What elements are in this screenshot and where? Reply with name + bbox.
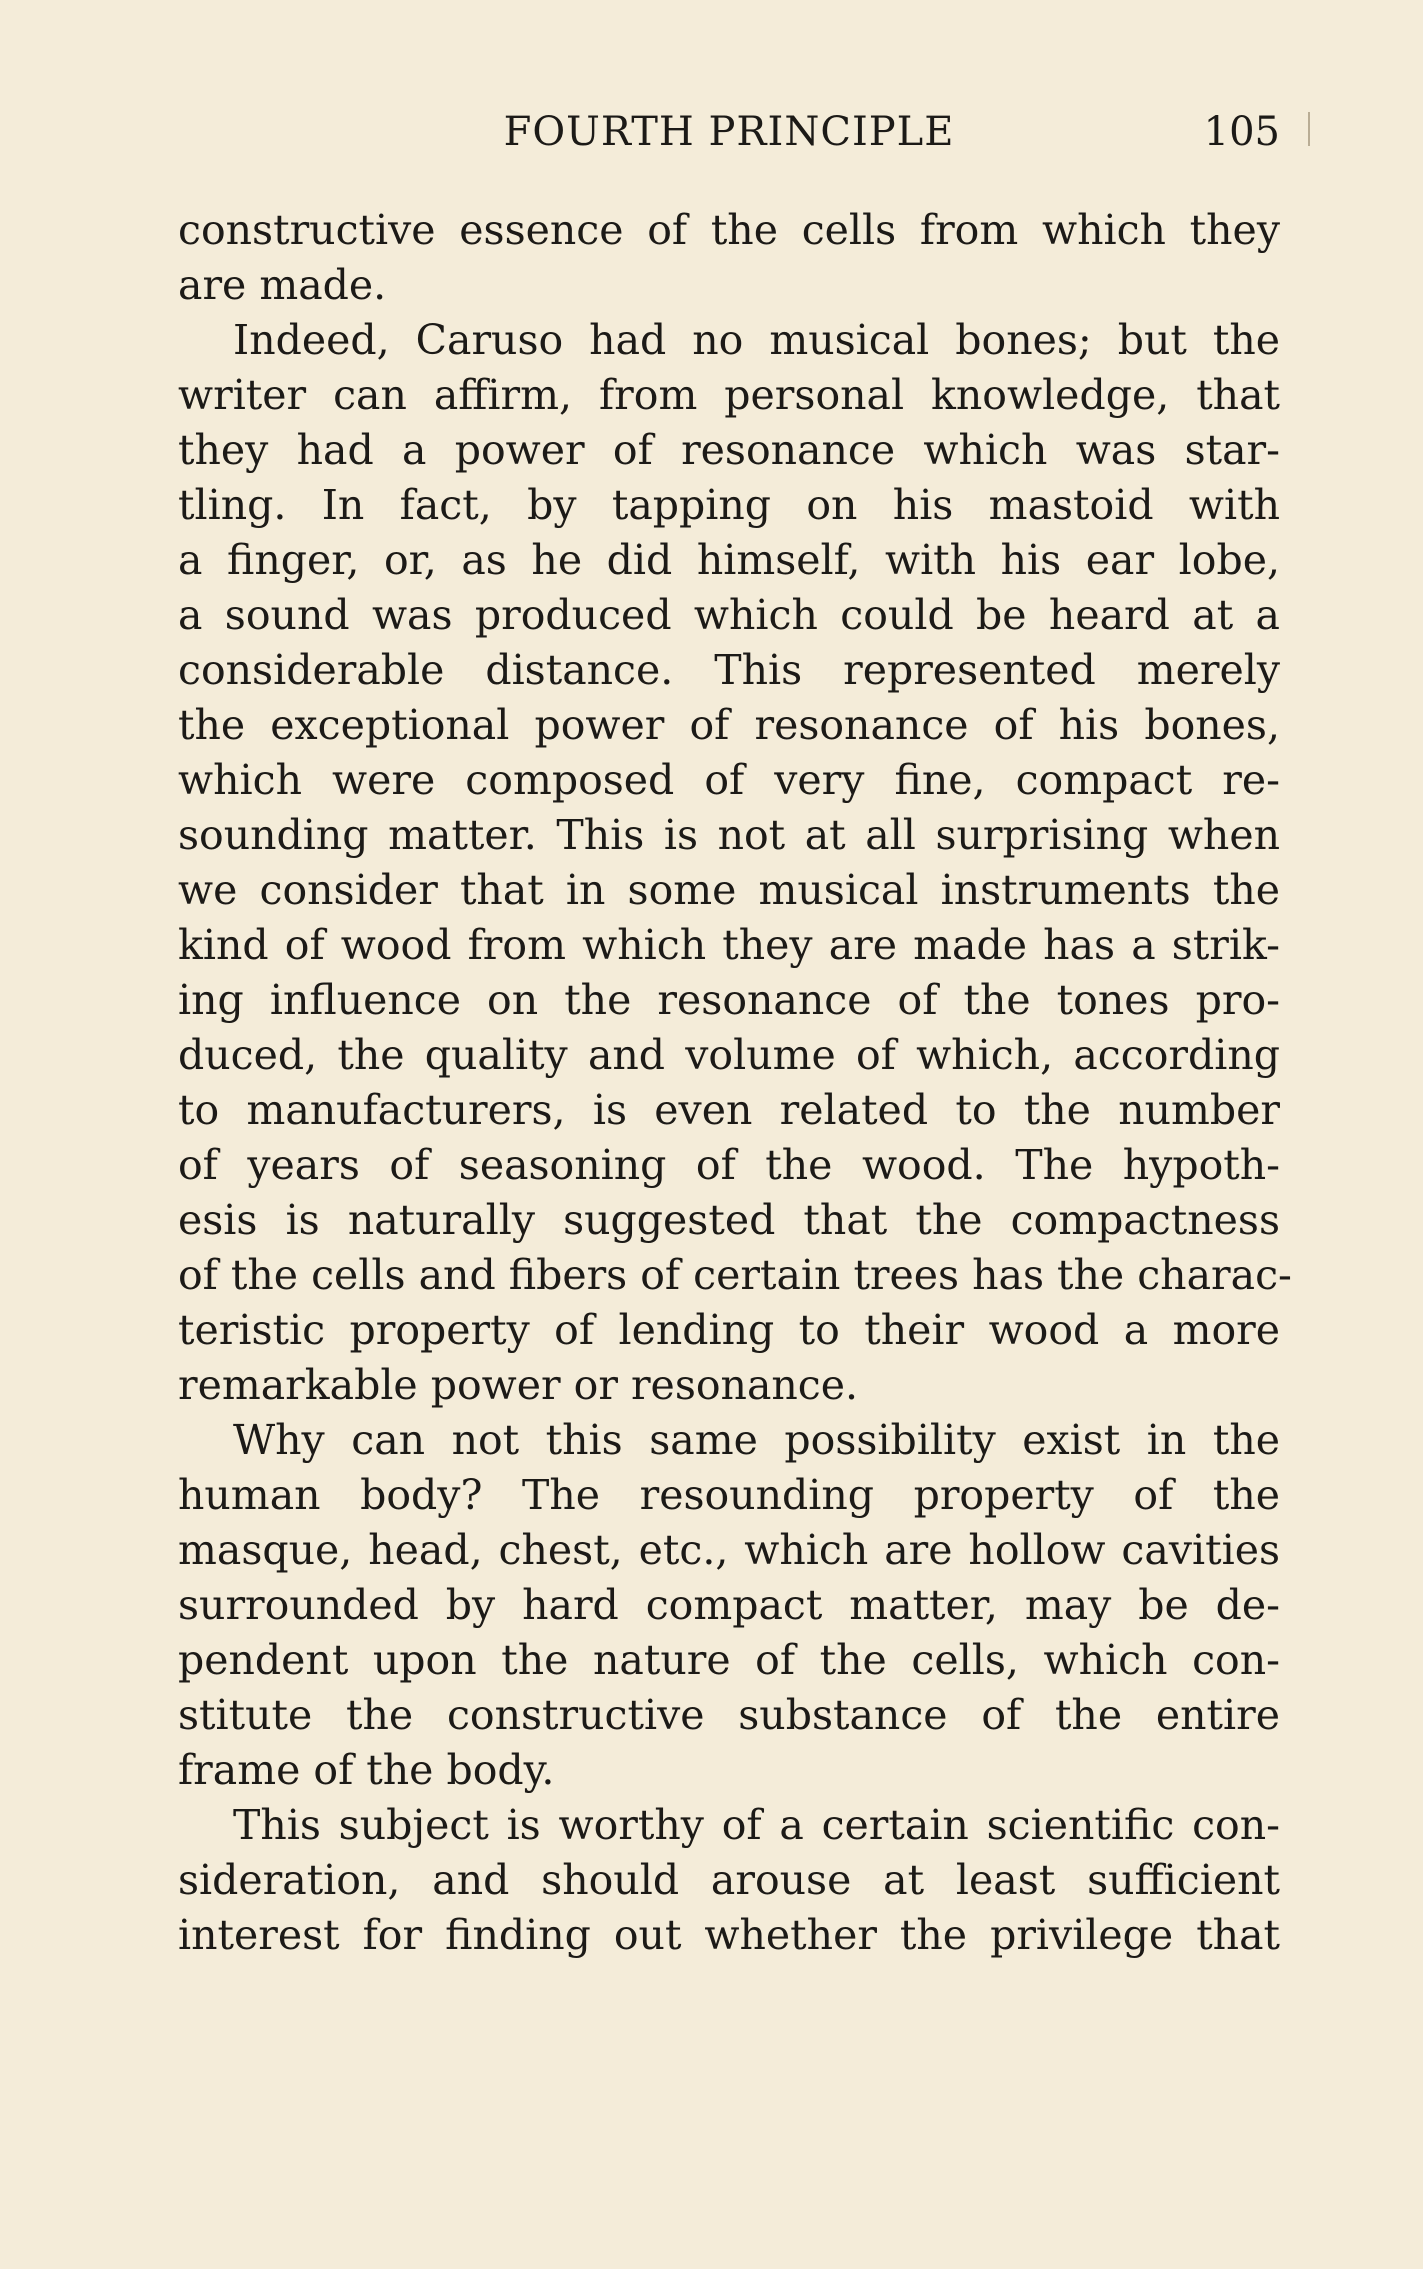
text-line: stitute the constructive substance of the entire — [178, 1691, 1280, 1739]
text-line: frame of the body. — [178, 1746, 555, 1794]
text-line: esis is naturally suggested that the compactness — [178, 1196, 1280, 1244]
text-line: to manufacturers, is even related to the number — [178, 1086, 1280, 1134]
body-text — [178, 203, 1292, 1963]
text-line: they had a power of resonance which was star- — [178, 426, 1280, 474]
text-line: a sound was produced which could be heard at a — [178, 591, 1280, 639]
text-line: we consider that in some musical instruments the — [178, 866, 1280, 914]
running-head — [178, 104, 1280, 160]
text-line: sounding matter. This is not at all surprising when — [178, 811, 1280, 859]
text-line: kind of wood from which they are made has a strik- — [178, 921, 1280, 969]
text-line: duced, the quality and volume of which, according — [178, 1031, 1280, 1079]
text-line: which were composed of very fine, compact re- — [178, 756, 1280, 804]
text-line: masque, head, chest, etc., which are hollow cavities — [178, 1526, 1280, 1574]
text-line: are made. — [178, 261, 387, 309]
text-line: a finger, or, as he did himself, with his ear lobe, — [178, 536, 1280, 584]
text-line: constructive essence of the cells from which they — [178, 206, 1280, 254]
text-line: writer can affirm, from personal knowledge, that — [178, 371, 1280, 419]
running-title: FOURTH PRINCIPLE — [503, 109, 955, 155]
text-line: surrounded by hard compact matter, may be de- — [178, 1581, 1280, 1629]
text-line: human body? The resounding property of the — [178, 1471, 1280, 1519]
text-line: considerable distance. This represented merely — [178, 646, 1280, 694]
text-line: the exceptional power of resonance of his bones, — [178, 701, 1280, 749]
text-line: Indeed, Caruso had no musical bones; but the — [233, 316, 1280, 364]
text-line: teristic property of lending to their wood a more — [178, 1306, 1280, 1354]
text-line: interest for finding out whether the privilege that — [178, 1911, 1280, 1959]
text-line: Why can not this same possibility exist in the — [233, 1416, 1280, 1464]
page-number: 105 — [1203, 109, 1280, 155]
text-line: sideration, and should arouse at least sufficient — [178, 1856, 1280, 1904]
text-line: of the cells and fibers of certain trees has the charac- — [178, 1251, 1292, 1299]
text-line: tling. In fact, by tapping on his mastoid with — [178, 481, 1280, 529]
text-line: pendent upon the nature of the cells, which con- — [178, 1636, 1280, 1684]
page-edge-mark — [1308, 112, 1310, 146]
text-line: This subject is worthy of a certain scientific con- — [233, 1801, 1280, 1849]
text-line: of years of seasoning of the wood. The hypoth- — [178, 1141, 1280, 1189]
text-line: ing influence on the resonance of the tones pro- — [178, 976, 1280, 1024]
text-line: remarkable power or resonance. — [178, 1361, 859, 1409]
